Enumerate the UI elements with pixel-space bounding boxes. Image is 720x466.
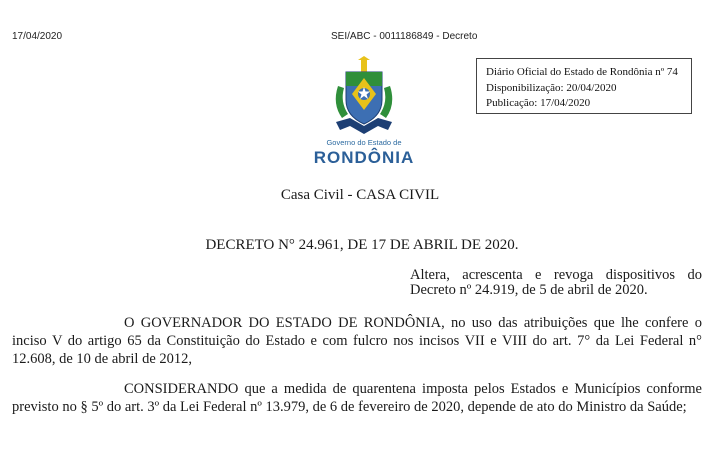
availability-line: Disponibilização: 20/04/2020 bbox=[486, 81, 617, 94]
gazette-line: Diário Oficial do Estado de Rondônia nº 74 bbox=[486, 66, 678, 78]
preamble-paragraph: O GOVERNADOR DO ESTADO DE RONDÔNIA, no uso das atribuições que lhe confere o inciso V do artigo 65 da Constituição do Estado e com fulcro nos incisos VII e VIII do art. 7° da Lei Federal n° 12.608, de 10 de abril de 2012, bbox=[12, 315, 702, 367]
publication-box bbox=[476, 58, 692, 114]
process-number: SEI/ABC - 0011186849 - Decreto bbox=[331, 31, 478, 42]
decree-summary: Altera, acrescenta e revoga dispositivos do Decreto nº 24.919, de 5 de abril de 2020. bbox=[410, 267, 702, 298]
government-label: Governo do Estado de bbox=[326, 138, 402, 147]
issuing-organ: Casa Civil - CASA CIVIL bbox=[280, 187, 440, 203]
considering-paragraph: CONSIDERANDO que a medida de quarentena imposta pelos Estados e Municípios conforme previsto no § 5º do art. 3º da Lei Federal nº 13.979, de 6 de fevereiro de 2020, depende de ato do Ministro da Saúde; bbox=[12, 381, 702, 415]
publication-line: Publicação: 17/04/2020 bbox=[486, 97, 591, 109]
decree-title: DECRETO N° 24.961, DE 17 DE ABRIL DE 2020. bbox=[205, 237, 519, 253]
state-name-logo: RONDÔNIA bbox=[313, 148, 415, 167]
print-date: 17/04/2020 bbox=[12, 31, 63, 42]
rondonia-coat-of-arms-icon bbox=[328, 56, 400, 138]
